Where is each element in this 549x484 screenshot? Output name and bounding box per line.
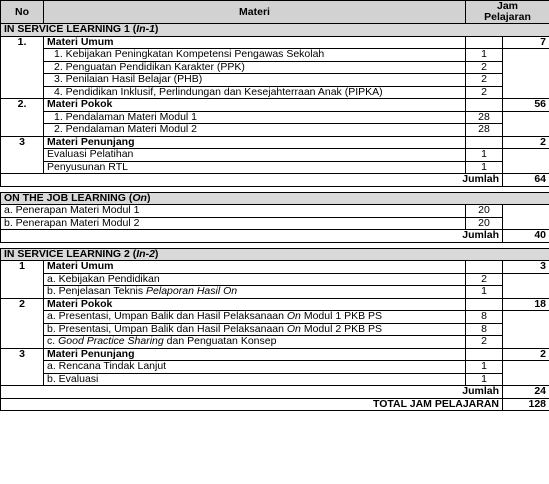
- header-jam: Jam Pelajaran: [466, 1, 549, 24]
- subtotal-row: Jumlah 64: [1, 174, 549, 187]
- table-row: 2. Penguatan Pendidikan Karakter (PPK) 2: [1, 61, 549, 74]
- table-row: a. Presentasi, Umpan Balik dan Hasil Pelaksanaan On Modul 1 PKB PS 8: [1, 311, 549, 324]
- table-row: a. Kebijakan Pendidikan 2: [1, 273, 549, 286]
- table-row: b. Penerapan Materi Modul 2 20: [1, 217, 549, 230]
- table-row: c. Good Practice Sharing dan Penguatan Konsep 2: [1, 336, 549, 349]
- header-materi: Materi: [44, 1, 466, 24]
- table-row: 3. Penilaian Hasil Belajar (PHB) 2: [1, 74, 549, 87]
- table-row: b. Penjelasan Teknis Pelaporan Hasil On 1: [1, 286, 549, 299]
- table-row: Evaluasi Pelatihan 1: [1, 149, 549, 162]
- group-row: 1 Materi Umum 3: [1, 261, 549, 274]
- table-row: a. Rencana Tindak Lanjut 1: [1, 361, 549, 374]
- table-row: 2. Pendalaman Materi Modul 2 28: [1, 124, 549, 137]
- table-row: 1. Kebijakan Peningkatan Kompetensi Pengawas Sekolah 1: [1, 49, 549, 62]
- table-row: a. Penerapan Materi Modul 1 20: [1, 205, 549, 218]
- grand-total-row: TOTAL JAM PELAJARAN 128: [1, 398, 549, 411]
- table-row: b. Presentasi, Umpan Balik dan Hasil Pelaksanaan On Modul 2 PKB PS 8: [1, 323, 549, 336]
- subtotal-row: Jumlah 40: [1, 230, 549, 243]
- table-row: 1. Pendalaman Materi Modul 1 28: [1, 111, 549, 124]
- table-row: b. Evaluasi 1: [1, 373, 549, 386]
- group-row: 2 Materi Pokok 18: [1, 298, 549, 311]
- subtotal-row: Jumlah 24: [1, 386, 549, 399]
- header-no: No: [1, 1, 44, 24]
- group-row: 2. Materi Pokok 56: [1, 99, 549, 112]
- group-row: 1. Materi Umum 7: [1, 36, 549, 49]
- section-title-on: ON THE JOB LEARNING (On): [1, 192, 549, 205]
- section-title-in2: IN SERVICE LEARNING 2 (In-2): [1, 248, 549, 261]
- table-row: Penyusunan RTL 1: [1, 161, 549, 174]
- group-row: 3 Materi Penunjang 2: [1, 136, 549, 149]
- table-header: [1, 1, 549, 24]
- section-title-in1: IN SERVICE LEARNING 1 (In-1): [1, 24, 549, 37]
- table-row: 4. Pendidikan Inklusif, Perlindungan dan Kesejahterraan Anak (PIPKA) 2: [1, 86, 549, 99]
- group-row: 3 Materi Penunjang 2: [1, 348, 549, 361]
